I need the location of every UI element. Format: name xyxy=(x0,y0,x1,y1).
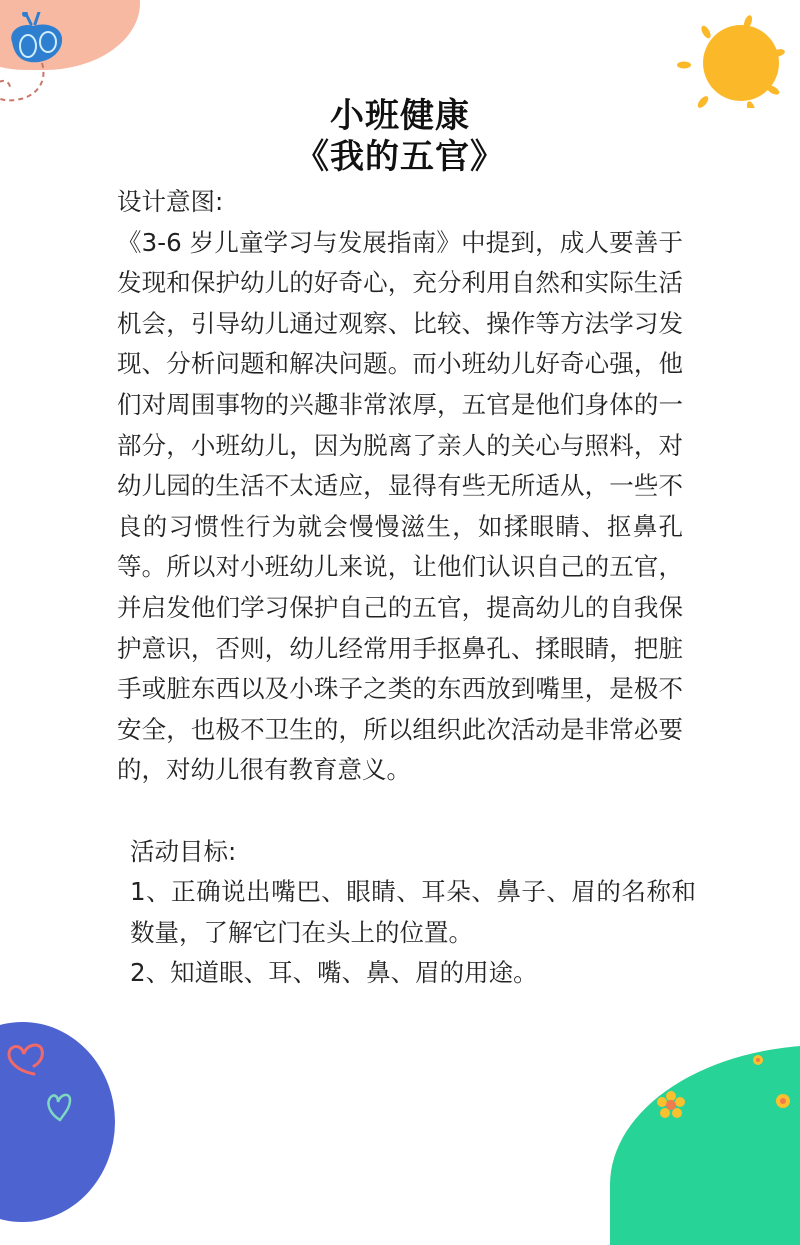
goal-line: 数量，了解它门在头上的位置。 xyxy=(130,917,473,947)
small-flower-icon xyxy=(752,1054,764,1066)
paragraph-line: 等。所以对小班幼儿来说，让他们认识自己的五官， xyxy=(117,552,683,582)
document-title xyxy=(0,96,800,178)
title-line-2: 《我的五官》 xyxy=(295,137,505,177)
activity-goals-section xyxy=(117,832,696,994)
section-spacer xyxy=(117,791,683,832)
blue-bug-icon xyxy=(4,12,66,66)
red-heart-icon xyxy=(4,1040,46,1076)
paragraph-line: 良的习惯性行为就会慢慢滋生，如揉眼睛、抠鼻孔 xyxy=(117,511,683,541)
goal-line: 1、正确说出嘴巴、眼睛、耳朵、鼻子、眉的名称和 xyxy=(130,877,696,907)
sun-icon xyxy=(676,8,786,108)
paragraph-line: 手或脏东西以及小珠子之类的东西放到嘴里，是极不 xyxy=(117,674,683,704)
green-grass-decoration xyxy=(610,1045,800,1245)
teal-heart-icon xyxy=(44,1090,74,1122)
title-line-1: 小班健康 xyxy=(330,96,470,136)
paragraph-line: 《3-6 岁儿童学习与发展指南》中提到，成人要善于 xyxy=(117,227,683,257)
paragraph-line: 护意识，否则，幼儿经常用手抠鼻孔、揉眼睛，把脏 xyxy=(117,633,683,663)
flower-icon xyxy=(656,1090,686,1120)
document-body xyxy=(117,182,696,994)
paragraph-line: 部分，小班幼儿，因为脱离了亲人的关心与照料，对 xyxy=(117,430,683,460)
paragraph-line: 机会，引导幼儿通过观察、比较、操作等方法学习发 xyxy=(117,308,683,338)
paragraph-line: 们对周围事物的兴趣非常浓厚，五官是他们身体的一 xyxy=(117,389,683,419)
small-flower-icon xyxy=(775,1093,791,1109)
paragraph-line: 安全，也极不卫生的，所以组织此次活动是非常必要 xyxy=(117,714,683,744)
paragraph-line: 发现和保护幼儿的好奇心，充分利用自然和实际生活 xyxy=(117,268,683,298)
goal-line: 2、知道眼、耳、嘴、鼻、眉的用途。 xyxy=(130,958,538,988)
paragraph-line: 并启发他们学习保护自己的五官，提高幼儿的自我保 xyxy=(117,592,683,622)
paragraph-line: 现、分析问题和解决问题。而小班幼儿好奇心强，他 xyxy=(117,349,683,379)
design-intent-heading: 设计意图: xyxy=(117,187,224,216)
paragraph-line: 的，对幼儿很有教育意义。 xyxy=(117,755,411,785)
activity-goals-heading: 活动目标: xyxy=(130,836,237,866)
paragraph-line: 幼儿园的生活不太适应，显得有些无所适从，一些不 xyxy=(117,471,683,501)
